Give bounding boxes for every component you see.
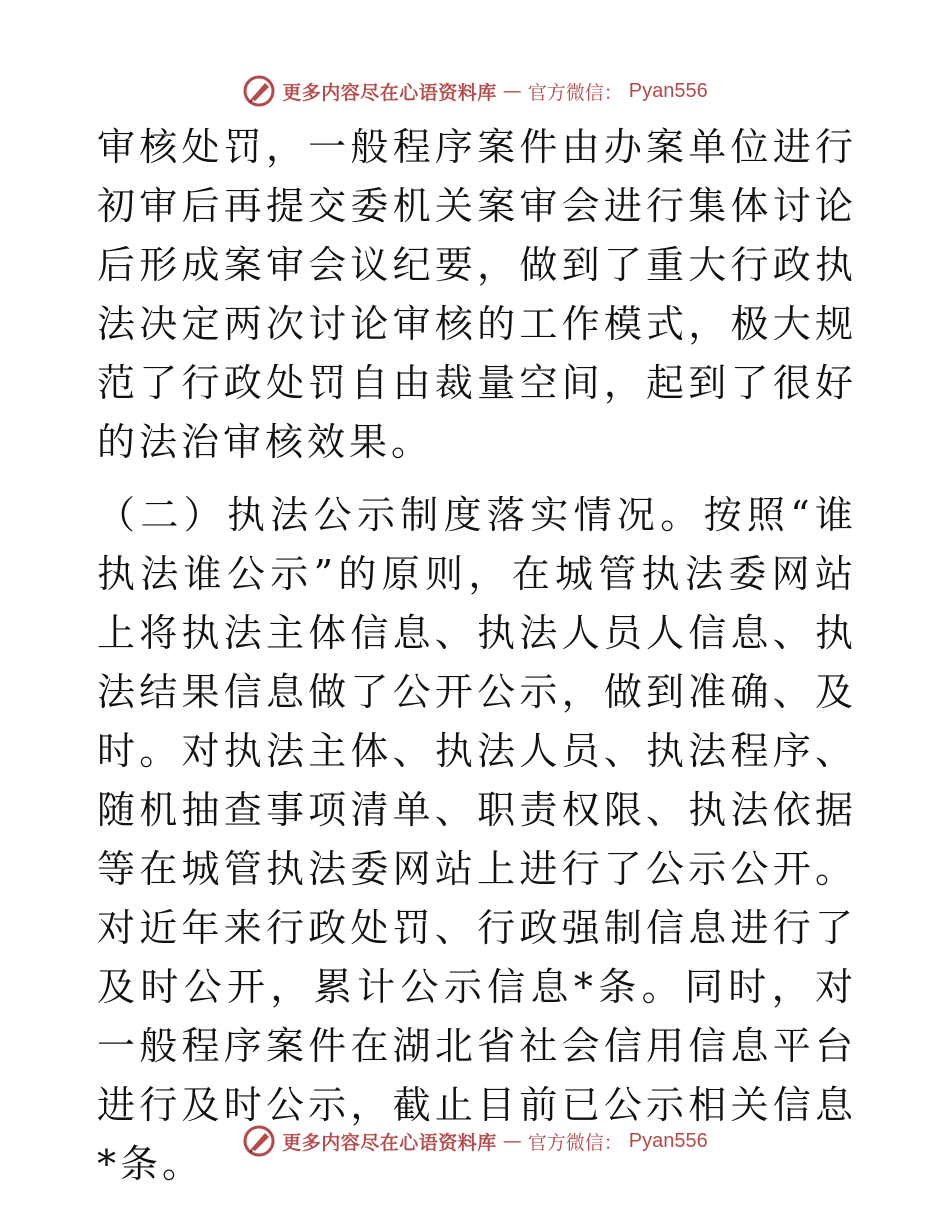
banner-official-label: 官方微信： — [527, 1131, 623, 1154]
pen-circle-logo-icon — [242, 1124, 276, 1158]
banner-brand-text: 更多内容尽在心语资料库 — [282, 1131, 497, 1154]
pen-circle-logo-icon — [242, 74, 276, 108]
banner-separator: — — [502, 1130, 522, 1152]
banner-wechat-id: Pyan556 — [628, 79, 708, 102]
paragraph-publicity-system: （二）执法公示制度落实情况。按照“谁执法谁公示”的原则，在城管执法委网站上将执法主体信息、执法人员人信息、执法结果信息做了公开公示，做到准确、及时。对执法主体、执法人员、执法程序、随机抽查事项清单、职责权限、执法依据等在城管执法委网站上进行了公示公开。对近年来行政处罚、行政强制信息进行了及时公开，累计公示信息*条。同时，对一般程序案件在湖北省社会信用信息平台进行及时公示，截止目前已公示相关信息*条。 — [97, 493, 857, 1186]
banner-separator: — — [502, 80, 522, 102]
header-banner — [0, 71, 950, 111]
banner-wechat-id: Pyan556 — [628, 1129, 708, 1152]
footer-banner — [0, 1121, 950, 1161]
document-body — [97, 118, 857, 1194]
paragraph-review-process: 审核处罚，一般程序案件由办案单位进行初审后再提交委机关案审会进行集体讨论后形成案审会议纪要，做到了重大行政执法决定两次讨论审核的工作模式，极大规范了行政处罚自由裁量空间，起到了很好的法治审核效果。 — [97, 125, 857, 464]
banner-brand-text: 更多内容尽在心语资料库 — [282, 81, 497, 104]
banner-official-label: 官方微信： — [527, 81, 623, 104]
